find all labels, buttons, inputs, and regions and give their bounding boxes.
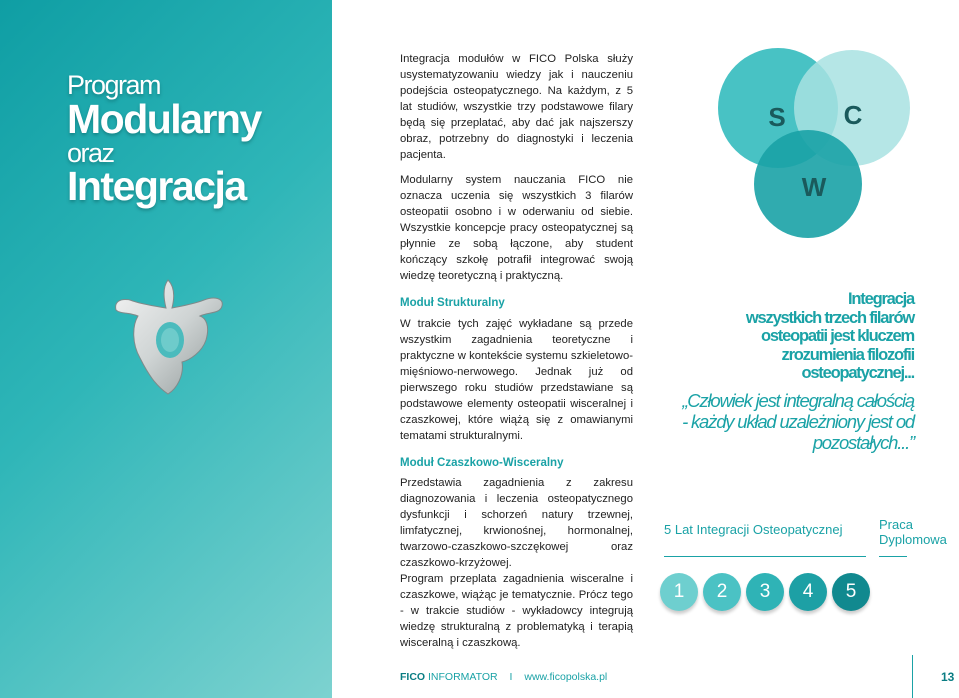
integration-line-3: osteopatii jest kluczem (760, 327, 914, 345)
integration-line-4: zrozumienia filozofii (781, 345, 914, 364)
thesis-line-1: Praca (879, 517, 913, 532)
thesis-line-2: Dyplomowa (879, 532, 947, 547)
page-number: 13 (941, 670, 955, 684)
title-program: Program (67, 70, 161, 100)
structural-paragraph (400, 316, 633, 444)
system-text: Modularny system nauczania FICO nie oznacza uczenia się wszystkich 3 filarów osteopatii osobno i w oderwaniu od siebie. Wszystkie koncepcje pracy osteopatycznej są płynnie ze sobą łączone, aby student kończący szkołę potrafił integrować swoją wiedzę teoretyczną i praktyczną. (400, 174, 633, 282)
years-label: 5 Lat Integracji Osteopatycznej (664, 522, 843, 537)
program-text: Program przeplata zagadnienia wisceralne i czaszkowe, wiążąc je tematycznie. Prócz tego - w trakcie studiów - wykładowcy integrują wiedzę strukturalną z problematyką i terapią wisceralną i czaszkową. (400, 573, 633, 649)
vertebra-icon (110, 278, 228, 398)
cranio-visceral-text: Przedstawia zagadnienia z zakresu diagnozowania i leczenia osteopatycznego dysfunkcji i schorzeń natury trzewnej, limfatycznej, krwionośnej, hormonalnej, twarzowo-czaszkowo-szczękowej oraz czaszkowo-krzyżowej. (400, 477, 633, 569)
footer-url[interactable]: www.ficopolska.pl (524, 671, 608, 683)
system-paragraph (400, 172, 633, 284)
thesis-label (879, 517, 947, 547)
footer (400, 671, 607, 683)
footer-divider (912, 655, 913, 698)
heading-structural: Moduł Strukturalny (400, 297, 505, 309)
year-5-circle: 5 (832, 573, 870, 611)
integration-line-1: Integracja (848, 290, 914, 308)
footer-separator: I (509, 671, 513, 683)
structural-text: W trakcie tych zajęć wykładane są przede wszystkim zagadnienia teoretyczne i praktyczne w kontekście systemu szkieletowo-mięśniowo-nerwowego. Jednak już od pierwszego roku studiów przedstawiane są podstawowe elementy osteopatii wisceralnej i czaszkowej, które wiążą się z omawianymi tematami strukturalnymi. (400, 318, 633, 442)
intro-text: Integracja modułów w FICO Polska służy usystematyzowaniu wiedzy jak i nauczeniu podejścia osteopatycznego. Na każdym, z 5 lat studiów, wszystkie trzy podstawowe filary będą się przeplatać, aby dać jak najszerszy obraz, potrzebny do diagnostyki i leczenia pacjenta. (400, 53, 633, 161)
title-oraz: oraz (67, 138, 114, 168)
intro-paragraph (400, 51, 633, 163)
integration-line-5: osteopatycznej... (801, 364, 914, 382)
year-4-circle: 4 (789, 573, 827, 611)
cranio-visceral-paragraph (400, 475, 633, 651)
integration-line-2: wszystkich trzech filarów (745, 308, 914, 327)
venn-c-label: C (843, 100, 863, 130)
thesis-divider (879, 556, 907, 557)
year-3-circle: 3 (746, 573, 784, 611)
year-2-circle: 2 (703, 573, 741, 611)
holistic-quote (668, 390, 914, 453)
footer-brand: FICO (400, 671, 426, 683)
venn-diagram (700, 40, 930, 270)
title-modularny: Modularny (67, 96, 261, 142)
heading-cranio-visceral: Moduł Czaszkowo-Wisceralny (400, 457, 564, 469)
quote-line-3: pozostałych...” (812, 432, 914, 453)
title-integracja: Integracja (67, 163, 246, 209)
footer-publication: INFORMATOR (428, 671, 498, 683)
years-divider (664, 556, 866, 557)
integration-statement (712, 290, 914, 383)
sidebar-panel (0, 0, 332, 698)
venn-s-label: S (768, 102, 786, 132)
quote-line-1: „Człowiek jest integralną całością (682, 390, 914, 411)
venn-w-label: W (801, 172, 827, 202)
quote-line-2: - każdy układ uzależniony jest od (682, 411, 914, 432)
year-1-circle: 1 (660, 573, 698, 611)
